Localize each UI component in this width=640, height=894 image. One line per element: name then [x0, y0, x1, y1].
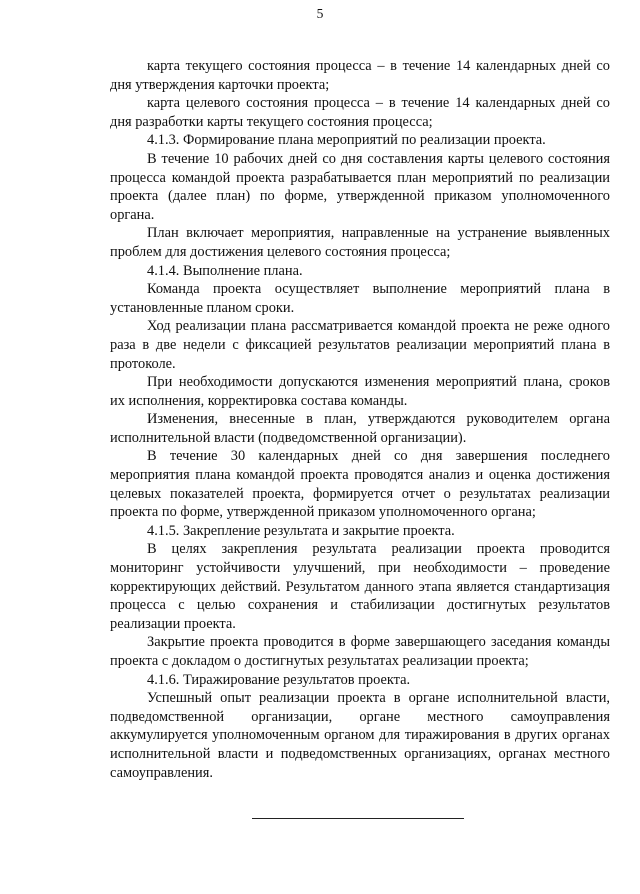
paragraph-plan-changes: При необходимости допускаются изменения мероприятий плана, сроков их исполнения, корректировка состава команды.: [110, 374, 610, 409]
paragraph-current-state-map: карта текущего состояния процесса – в течение 14 календарных дней со дня утверждения карточки проекта;: [110, 58, 610, 93]
body-text: [110, 57, 610, 782]
paragraph-results-analysis: В течение 30 календарных дней со дня завершения последнего мероприятия плана командой проекта проводятся анализ и оценка достижения целевых показателей проекта, формируется отчет о результатах реализации проекта по форме, утвержденной приказом уполномоченного органа;: [110, 448, 610, 521]
paragraph-plan-development: В течение 10 рабочих дней со дня составления карты целевого состояния процесса командой проекта разрабатывается план мероприятий по реализации проекта (далее план) по форме, утвержденной приказом уполномоченного органа.: [110, 150, 610, 223]
paragraph-monitoring: В целях закрепления результата реализации проекта проводится мониторинг устойчивости улучшений, при необходимости – проведение корректирующих действий. Результатом данного этапа является стандартизация процесса с целью сохранения и стабилизации достигнутых результатов реализации проекта.: [110, 541, 610, 632]
paragraph-replication: Успешный опыт реализации проекта в органе исполнительной власти, подведомственной организации, органе местного самоуправления аккумулируется уполномоченным органом для тиражирования в других органах исполнительной власти и подведомственных организациях, органах местного самоуправления.: [110, 690, 610, 781]
paragraph-plan-review: Ход реализации плана рассматривается командой проекта не реже одного раза в две недели с фиксацией результатов реализации мероприятий плана в протоколе.: [110, 318, 610, 372]
section-heading-4-1-4: 4.1.4. Выполнение плана.: [147, 262, 303, 279]
section-heading-4-1-5: 4.1.5. Закрепление результата и закрытие проекта.: [147, 522, 455, 539]
paragraph-changes-approval: Изменения, внесенные в план, утверждаются руководителем органа исполнительной власти (подведомственной организации).: [110, 411, 610, 446]
section-heading-4-1-6: 4.1.6. Тиражирование результатов проекта.: [147, 671, 411, 688]
page-number: 5: [316, 6, 324, 21]
paragraph-plan-execution: Команда проекта осуществляет выполнение мероприятий плана в установленные планом сроки.: [110, 281, 610, 316]
paragraph-project-closing: Закрытие проекта проводится в форме завершающего заседания команды проекта с докладом о достигнутых результатах реализации проекта;: [110, 634, 610, 669]
paragraph-plan-contents: План включает мероприятия, направленные на устранение выявленных проблем для достижения целевого состояния процесса;: [110, 225, 610, 260]
paragraph-target-state-map: карта целевого состояния процесса – в течение 14 календарных дней со дня разработки карты текущего состояния процесса;: [110, 95, 610, 130]
closing-rule-line: [252, 818, 464, 819]
section-heading-4-1-3: 4.1.3. Формирование плана мероприятий по реализации проекта.: [147, 132, 546, 149]
